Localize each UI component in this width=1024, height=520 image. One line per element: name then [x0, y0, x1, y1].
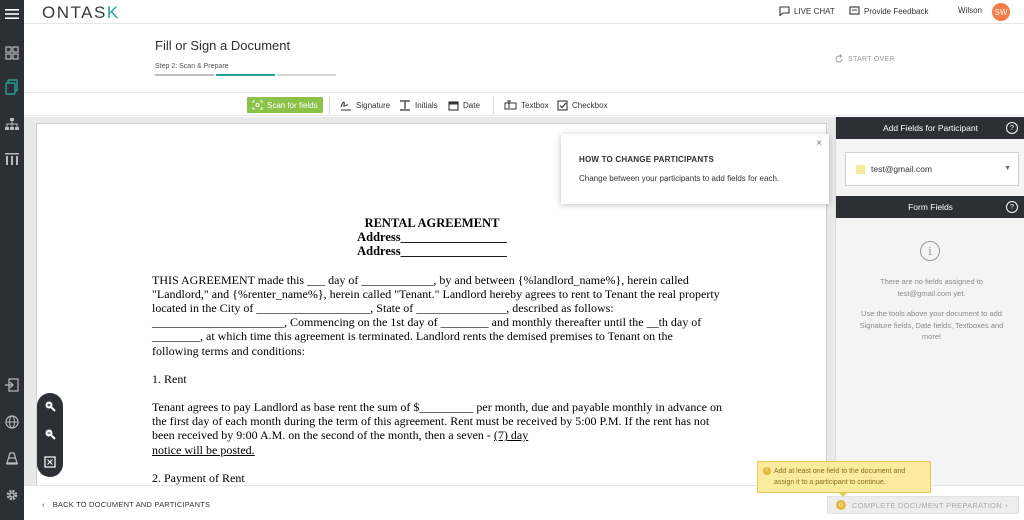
rent-paragraph-text: Tenant agrees to pay Landlord as base rent the sum of $_________ per month, due and payable monthly in advance on the first day of each month during the term of this agreement. Rent must be received by 5:00 P.M. If the rent has not been received by 9:00 A.M. on the second of the month, then a seven -: [152, 400, 722, 443]
pages-icon[interactable]: [3, 44, 21, 62]
section-rent-heading: 1. Rent: [152, 371, 187, 386]
rent-paragraph: [152, 400, 722, 457]
logo-k: K: [106, 3, 120, 22]
complete-preparation-button[interactable]: [827, 496, 1019, 514]
complete-label: COMPLETE DOCUMENT PREPARATION: [852, 500, 1002, 510]
form-fields-header: [836, 196, 1024, 218]
help-icon[interactable]: ?: [1006, 122, 1018, 134]
form-fields-title: Form Fields: [908, 202, 953, 212]
caret-down-icon: ▼: [1004, 165, 1011, 172]
tooltip-body: Change between your participants to add fields for each.: [579, 174, 780, 183]
textbox-label: Textbox: [521, 100, 549, 110]
progress-step-2: [216, 74, 275, 76]
documents-icon[interactable]: [3, 78, 21, 96]
settings-icon[interactable]: [3, 486, 21, 504]
scan-icon: [252, 100, 263, 110]
feedback-label: Provide Feedback: [864, 6, 929, 16]
document-text: [152, 216, 722, 485]
initials-label: Initials: [415, 100, 438, 110]
chat-icon: [779, 6, 790, 16]
warning-icon: !: [763, 467, 771, 475]
add-fields-header: [836, 117, 1024, 139]
fit-icon[interactable]: [42, 454, 58, 470]
help-message: Use the tools above your document to add Signature fields, Date fields, Textboxes and more!: [859, 309, 1004, 341]
chevron-right-icon: ›: [1005, 501, 1008, 510]
globe-icon[interactable]: [3, 413, 21, 431]
participants-tooltip: [561, 134, 829, 204]
progress-step-1: [155, 74, 214, 76]
live-chat-label: LIVE CHAT: [794, 6, 835, 16]
user-name[interactable]: Wilson: [958, 6, 983, 15]
import-icon[interactable]: [3, 376, 21, 394]
participant-email: test@gmail.com: [871, 164, 933, 174]
date-tool[interactable]: [448, 97, 480, 113]
back-button[interactable]: [42, 500, 210, 509]
info-icon: i: [920, 241, 940, 261]
checkbox-tool[interactable]: [557, 97, 608, 113]
page-title: Fill or Sign a Document: [155, 38, 291, 53]
checkbox-label: Checkbox: [572, 100, 608, 110]
start-over-label: START OVER: [848, 55, 895, 63]
field-count-badge: 0: [836, 500, 846, 510]
close-icon[interactable]: ×: [816, 138, 822, 149]
date-label: Date: [463, 100, 480, 110]
participant-select[interactable]: [845, 152, 1019, 186]
rent-paragraph-underlined-1: (7) day: [493, 428, 529, 443]
org-chart-icon[interactable]: [3, 115, 21, 133]
help-icon[interactable]: ?: [1006, 201, 1018, 213]
textbox-icon: [504, 100, 517, 111]
start-over-button[interactable]: [834, 54, 895, 64]
progress-step-3: [277, 74, 336, 76]
agreement-paragraph: THIS AGREEMENT made this ___ day of ____________, by and between {%landlord_name%}, herein called "Landlord," and {%renter_name%}, herein called "Tenant." Landlord hereby agrees to rent to Tenant the real property located in the City of ___________________, State of _______________, described as follows: ______________________, Commencing on the 1st day of ________ and monthly thereafter until the __th day of ________, at which time this agreement is terminated. Landlord rents the demised premises to Tenant on the following terms and conditions:: [152, 272, 720, 358]
avatar[interactable]: SW: [992, 3, 1010, 21]
provide-feedback-link[interactable]: [849, 6, 928, 16]
toolbar-divider: [329, 96, 330, 114]
initials-icon: [399, 99, 411, 111]
field-toolbar: [24, 92, 1024, 116]
zoom-controls: [37, 393, 63, 477]
rent-paragraph-underlined-2: notice will be posted.: [152, 442, 255, 457]
warning-text: Add at least one field to the document and assign it to a participant to continue.: [774, 468, 906, 486]
zoom-in-icon[interactable]: [42, 398, 58, 414]
tooltip-title: HOW TO CHANGE PARTICIPANTS: [579, 155, 714, 164]
step-label: Step 2: Scan & Prepare: [155, 63, 229, 70]
cone-icon[interactable]: [3, 449, 21, 467]
address-line-2: Address_________________: [357, 244, 507, 259]
scan-label: Scan for fields: [267, 100, 318, 110]
textbox-tool[interactable]: [504, 97, 549, 113]
toast-pointer: [838, 492, 848, 497]
left-sidebar: [0, 0, 24, 520]
document-title: RENTAL AGREEMENT: [364, 216, 500, 230]
participant-color-swatch: [856, 165, 865, 174]
calendar-icon: [448, 100, 459, 111]
ontask-logo[interactable]: [42, 3, 120, 23]
refresh-icon: [834, 54, 844, 64]
warning-toast: [757, 461, 931, 493]
logo-text: ONTAS: [42, 3, 107, 22]
back-label: BACK TO DOCUMENT AND PARTICIPANTS: [52, 500, 211, 509]
columns-icon[interactable]: [3, 150, 21, 168]
zoom-out-icon[interactable]: [42, 426, 58, 442]
checkbox-icon: [557, 100, 568, 111]
chevron-left-icon: ‹: [42, 500, 45, 509]
menu-icon[interactable]: [3, 5, 21, 23]
live-chat-link[interactable]: [779, 6, 835, 16]
signature-icon: [340, 99, 352, 111]
toolbar-divider: [493, 96, 494, 114]
no-fields-message: There are no fields assigned to test@gmail.com yet.: [880, 277, 983, 298]
scan-for-fields-button[interactable]: [247, 97, 323, 113]
address-line-1: Address_________________: [357, 230, 507, 245]
initials-tool[interactable]: [399, 97, 438, 113]
signature-label: Signature: [356, 100, 391, 110]
step-progress: [155, 74, 336, 76]
right-panel: [835, 117, 1024, 485]
top-header: [24, 0, 1024, 24]
feedback-icon: [849, 6, 860, 16]
signature-tool[interactable]: [340, 97, 390, 113]
add-fields-title: Add Fields for Participant: [883, 123, 978, 133]
section-payment-heading: 2. Payment of Rent: [152, 470, 245, 485]
